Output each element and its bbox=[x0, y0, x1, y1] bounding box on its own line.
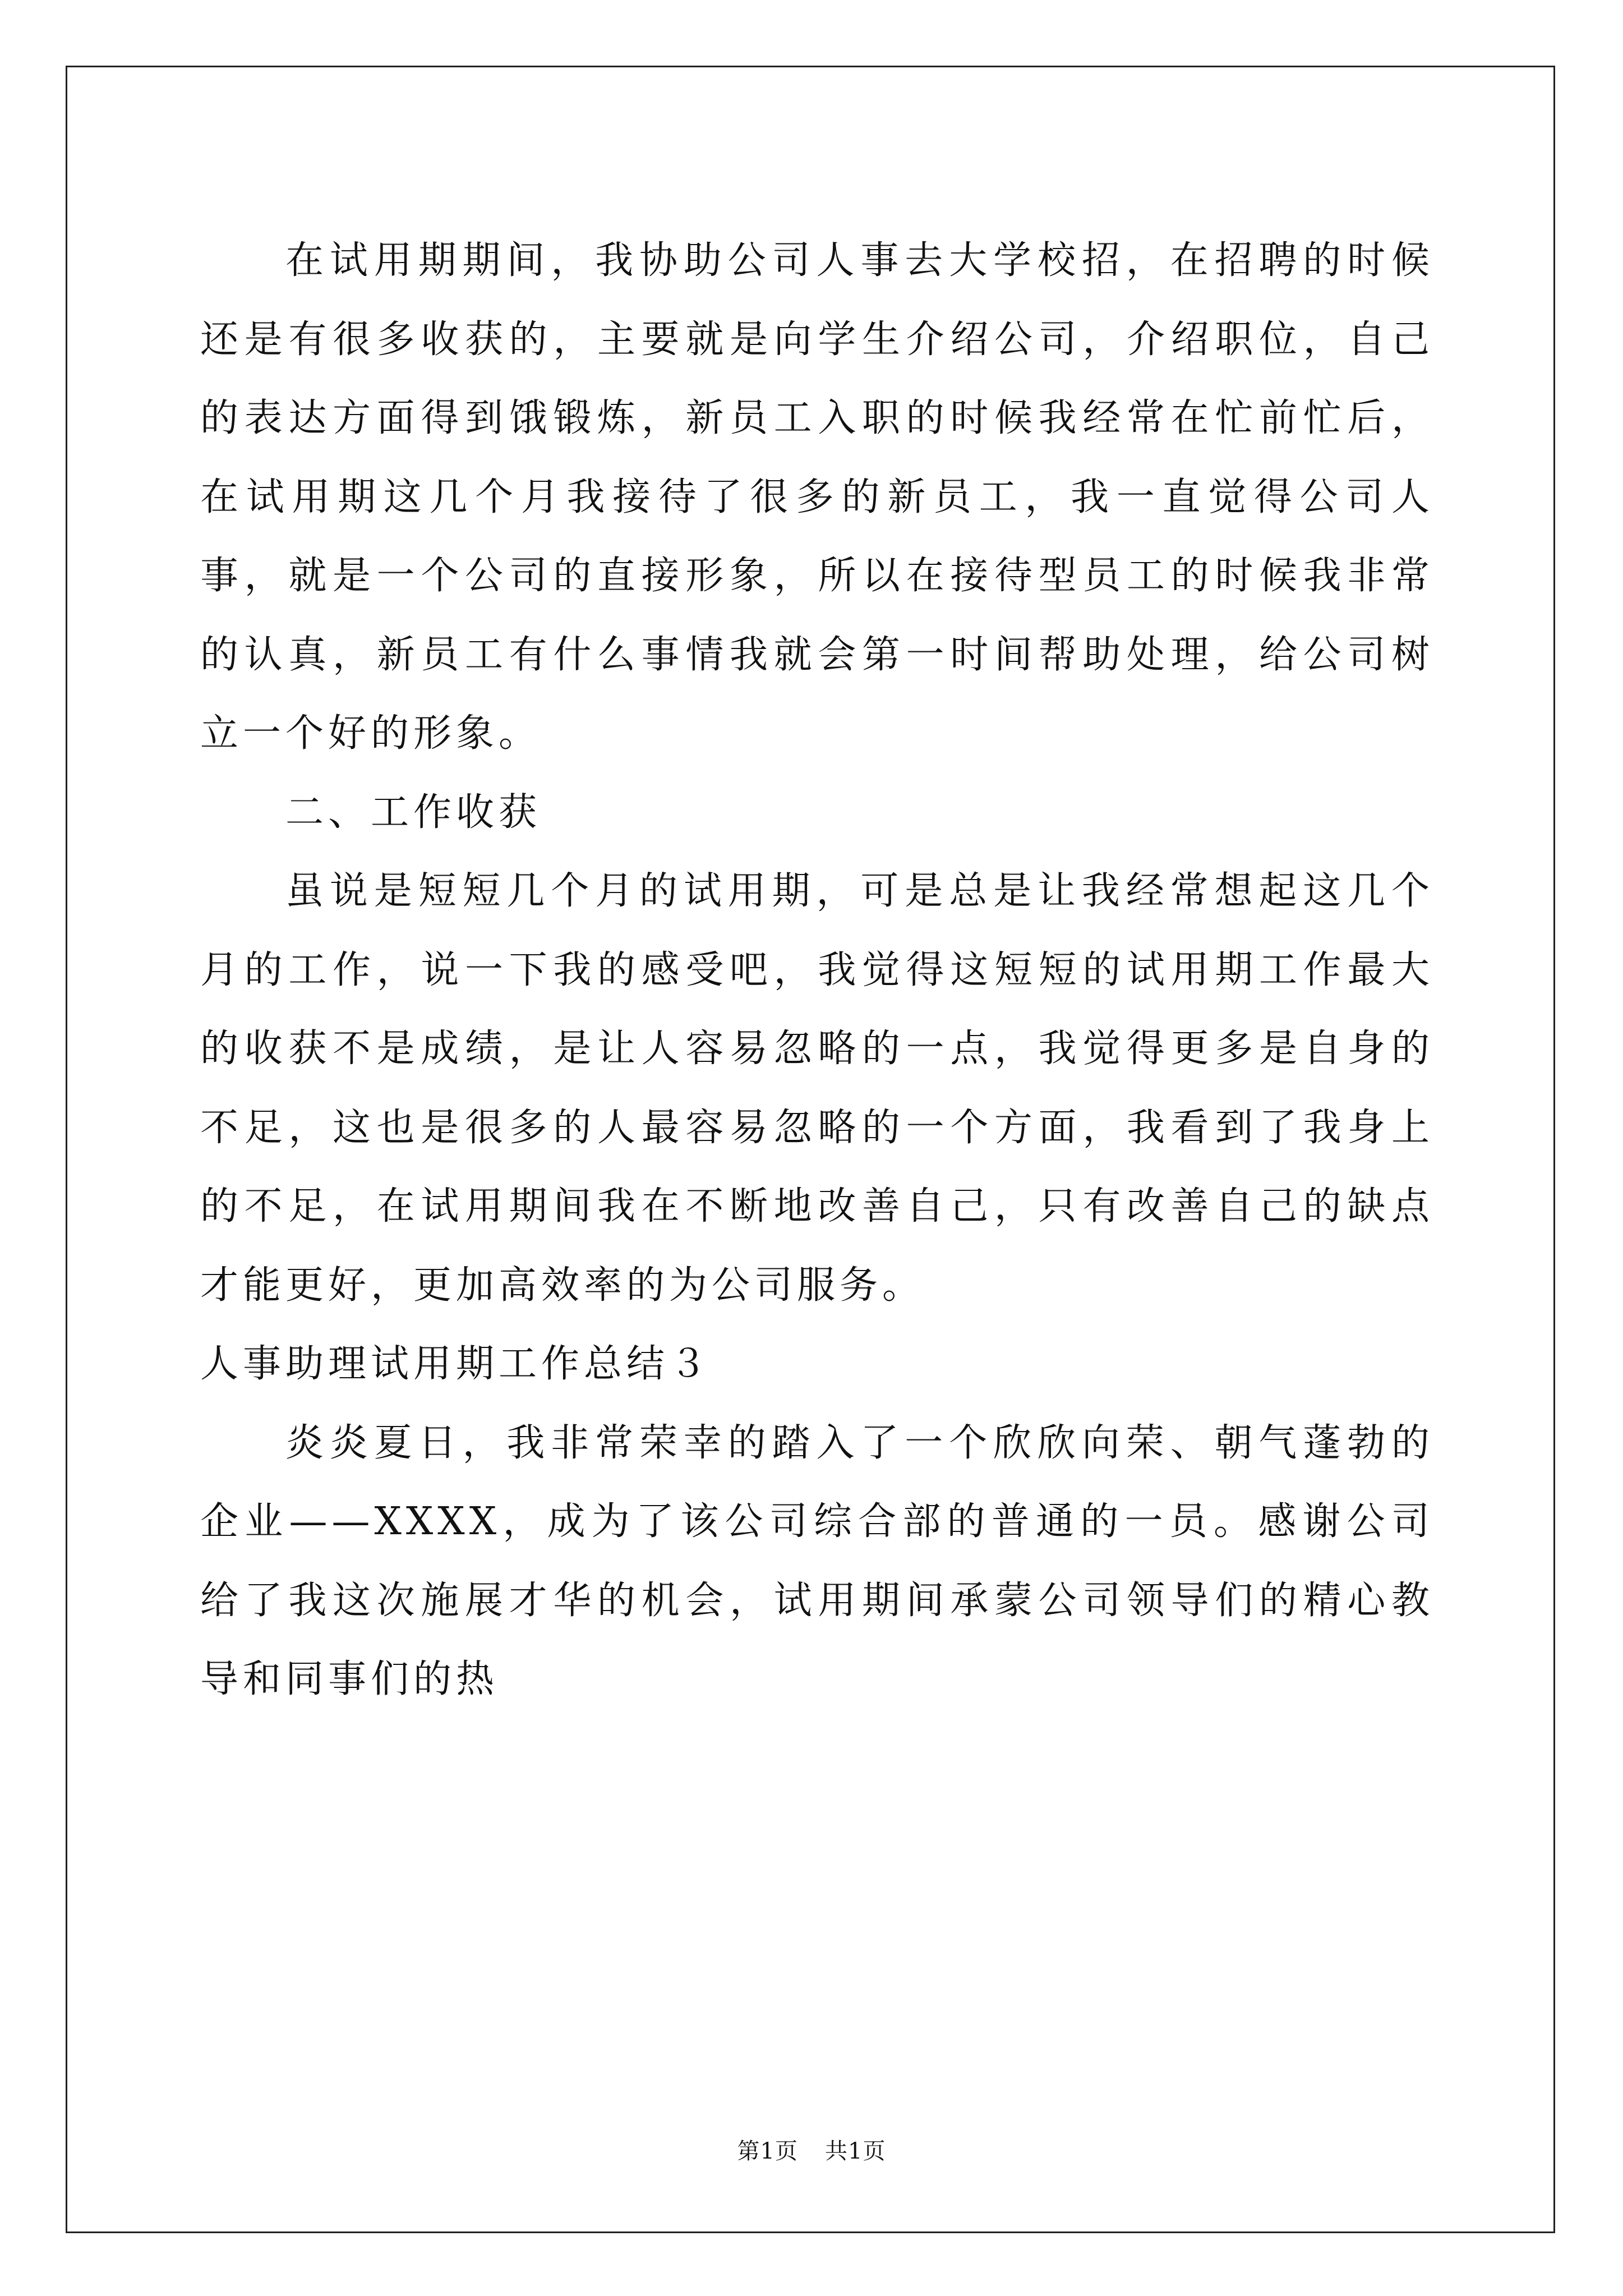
paragraph-summary-3-intro: 炎炎夏日，我非常荣幸的踏入了一个欣欣向荣、朝气蓬勃的企业——XXXX，成为了该公司综合部的普通的一员。感谢公司给了我这次施展才华的机会，试用期间承蒙公司领导们的精心教导和同事们的热 bbox=[200, 1420, 1434, 1701]
page-number-total: 共1页 bbox=[825, 2138, 886, 2164]
section-heading-work-gains: 二、工作收获 bbox=[285, 790, 542, 835]
document-body bbox=[200, 222, 1434, 1719]
page-footer bbox=[0, 2137, 1623, 2165]
section-title-summary-3: 人事助理试用期工作总结３ bbox=[200, 1342, 712, 1386]
paragraph-work-gains: 虽说是短短几个月的试用期，可是总是让我经常想起这几个月的工作，说一下我的感受吧，我觉得这短短的试用期工作最大的收获不是成绩，是让人容易忽略的一点，我觉得更多是自身的不足，这也是很多的人最容易忽略的一个方面，我看到了我身上的不足，在试用期间我在不断地改善自己，只有改善自己的缺点才能更好，更加高效率的为公司服务。 bbox=[200, 869, 1434, 1308]
paragraph-probation-duties: 在试用期期间，我协助公司人事去大学校招，在招聘的时候还是有很多收获的，主要就是向学生介绍公司，介绍职位，自己的表达方面得到饿锻炼，新员工入职的时候我经常在忙前忙后，在试用期这几个月我接待了很多的新员工，我一直觉得公司人事，就是一个公司的直接形象，所以在接待型员工的时候我非常的认真，新员工有什么事情我就会第一时间帮助处理，给公司树立一个好的形象。 bbox=[200, 238, 1434, 756]
page-number-current: 第1页 bbox=[737, 2138, 798, 2164]
